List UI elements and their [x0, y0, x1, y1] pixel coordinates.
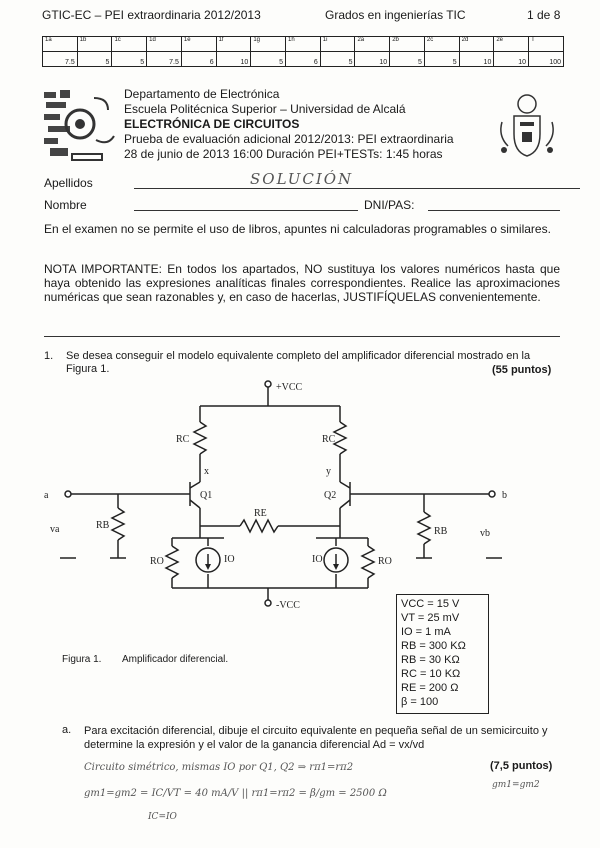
input-b-label: b: [502, 490, 507, 501]
surname-label: Apellidos: [44, 176, 93, 190]
grade-cell-label: 2e: [494, 37, 529, 52]
vb-label: vb: [480, 528, 490, 539]
grade-cell-label: 1i: [320, 37, 355, 52]
grade-cell-value: 5: [251, 52, 286, 67]
node-y-label: y: [326, 466, 331, 477]
question-number: 1.: [44, 350, 54, 362]
ro-right-label: RO: [378, 556, 392, 567]
handwritten-line-1: Circuito simétrico, mismas IO por Q1, Q2 ⇒ rπ1=rπ2: [84, 762, 354, 773]
grade-cell-value: 100: [529, 52, 564, 67]
q1-label: Q1: [200, 490, 213, 501]
rb-left-label: RB: [96, 520, 110, 531]
io-right-label: IO: [312, 554, 323, 565]
part-a-text: Para excitación diferencial, dibuje el circuito equivalente en pequeña señal de un semicircuito y determine la expresión y el valor de la ganancia diferencial Ad = vx/vd: [84, 725, 548, 751]
parameter-line: RB = 300 KΩ: [401, 640, 466, 652]
id-label: DNI/PAS:: [364, 198, 415, 212]
grade-cell-label: 1e: [181, 37, 216, 52]
important-note: NOTA IMPORTANTE: En todos los apartados, NO sustituya los valores numéricos hasta que haya obtenido las expresiones analíticas finales correspondientes. Realice las aproximaciones numéricas que sean razonables y, en caso de hacerlas, JUSTIFÍQUELAS convenientemente.: [44, 262, 560, 304]
surname-line: [134, 188, 580, 189]
header-center: Grados en ingenierías TIC: [325, 8, 466, 22]
rc-right-label: RC: [322, 434, 336, 445]
parameter-line: IO = 1 mA: [401, 626, 451, 638]
parameters-box: [396, 594, 489, 714]
exam-title: Prueba de evaluación adicional 2012/2013: PEI extraordinaria: [124, 132, 454, 146]
university-logo-left: [42, 88, 117, 163]
department: Departamento de Electrónica: [124, 87, 280, 101]
vcc-positive-label: +VCC: [276, 382, 303, 393]
header-left: GTIC-EC – PEI extraordinaria 2012/2013: [42, 8, 261, 22]
grade-cell-value: 5: [77, 52, 112, 67]
grade-cell-value: 10: [355, 52, 390, 67]
input-a-label: a: [44, 490, 49, 501]
handwritten-line-2: gm1=gm2 = IC/VT = 40 mA/V || rπ1=rπ2 = β/gm = 2500 Ω: [84, 788, 387, 799]
surname-handwritten: SOLUCIÓN: [250, 170, 354, 188]
grade-cell-value: 10: [216, 52, 251, 67]
grade-cell-label: 1b: [77, 37, 112, 52]
figure-title: Amplificador diferencial.: [122, 654, 229, 665]
grade-cell-label: 1g: [251, 37, 286, 52]
rb-right-label: RB: [434, 526, 448, 537]
id-line: [428, 210, 560, 211]
figure-caption: Figura 1.: [62, 654, 102, 665]
grade-cell-label: T: [529, 37, 564, 52]
grade-cell-value: 5: [112, 52, 147, 67]
separator: [44, 336, 560, 337]
io-left-label: IO: [224, 554, 235, 565]
grade-cell-value: 10: [494, 52, 529, 67]
school: Escuela Politécnica Superior – Universidad de Alcalá: [124, 102, 406, 116]
grade-cell-value: 6: [286, 52, 321, 67]
name-line: [134, 210, 358, 211]
parameter-line: RB = 30 KΩ: [401, 654, 460, 666]
node-x-label: x: [204, 466, 209, 477]
grade-cell-value: 5: [320, 52, 355, 67]
part-a-points: (7,5 puntos): [490, 760, 553, 772]
course-title: ELECTRÓNICA DE CIRCUITOS: [124, 117, 300, 131]
grade-cell-label: 2d: [459, 37, 494, 52]
part-a-letter: a.: [62, 724, 72, 736]
grade-cell-label: 1a: [43, 37, 78, 52]
grade-cell-value: 5: [424, 52, 459, 67]
page-number: 1 de 8: [527, 8, 561, 22]
grade-cell-label: 2a: [355, 37, 390, 52]
va-label: va: [50, 524, 60, 535]
grade-cell-label: 1c: [112, 37, 147, 52]
exam-rules: En el examen no se permite el uso de libros, apuntes ni calculadoras programables o similares.: [44, 222, 551, 236]
parameter-line: β = 100: [401, 696, 439, 708]
exam-datetime: 28 de junio de 2013 16:00 Duración PEI+TESTs: 1:45 horas: [124, 147, 443, 161]
question-text: Se desea conseguir el modelo equivalente completo del amplificador diferencial mostrado en la Figura 1.: [66, 350, 531, 375]
grade-cell-value: 6: [181, 52, 216, 67]
vcc-negative-label: -VCC: [276, 600, 300, 611]
grade-cell-label: 1f: [216, 37, 251, 52]
re-label: RE: [254, 508, 267, 519]
name-label: Nombre: [44, 198, 87, 212]
handwritten-line-3: IC=IO: [148, 812, 177, 822]
grade-cell-label: 2c: [424, 37, 459, 52]
grade-cell-value: 7.5: [147, 52, 182, 67]
grade-table: [42, 36, 564, 67]
ro-left-label: RO: [150, 556, 164, 567]
grade-cell-value: 7.5: [43, 52, 78, 67]
handwritten-line-1b: gm1=gm2: [492, 780, 540, 790]
university-crest-right: [494, 92, 560, 162]
grade-cell-label: 2b: [390, 37, 425, 52]
parameter-line: RC = 10 KΩ: [401, 668, 461, 680]
q2-label: Q2: [324, 490, 337, 501]
grade-cell-label: 1d: [147, 37, 182, 52]
parameter-line: VT = 25 mV: [401, 612, 460, 624]
differential-amplifier-circuit: [40, 378, 560, 618]
parameter-line: VCC = 15 V: [401, 598, 460, 610]
question-points: (55 puntos): [492, 364, 552, 376]
grade-cell-value: 5: [390, 52, 425, 67]
grade-cell-label: 1h: [286, 37, 321, 52]
rc-left-label: RC: [176, 434, 190, 445]
parameter-line: RE = 200 Ω: [401, 682, 459, 694]
grade-cell-value: 10: [459, 52, 494, 67]
